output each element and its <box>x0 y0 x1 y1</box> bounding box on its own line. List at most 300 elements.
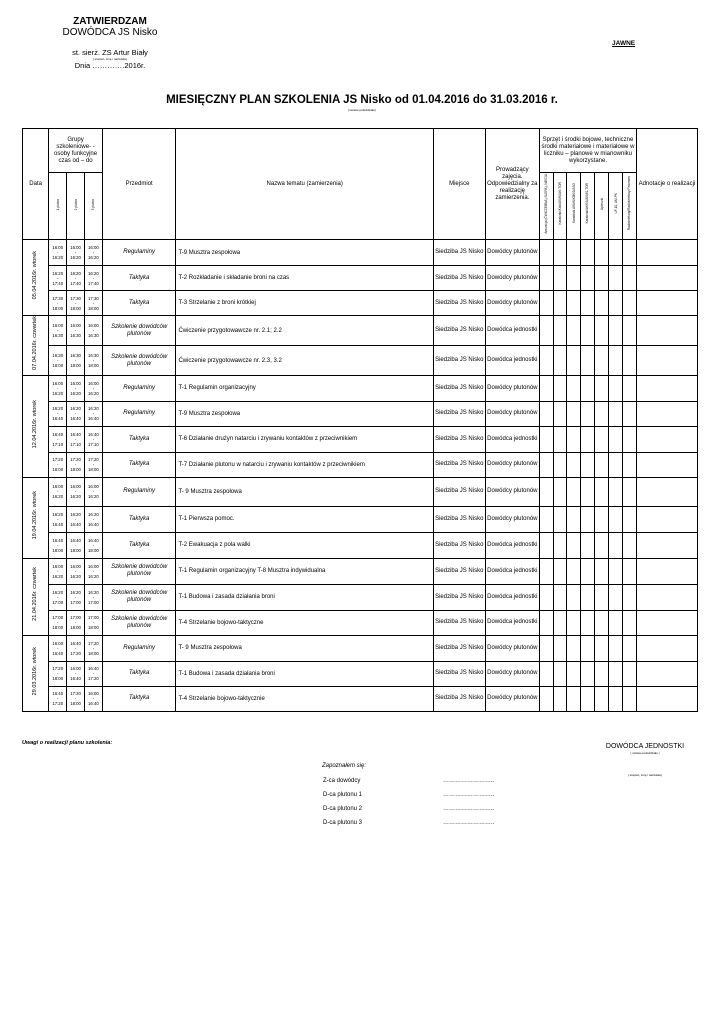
time-sep: - <box>92 250 95 255</box>
equipment-cell <box>553 584 567 610</box>
time-end: 16:40 <box>70 521 81 527</box>
time-sep: - <box>74 620 77 626</box>
time-start: 17:30 <box>70 295 81 301</box>
leader-cell: Dowódca jednostki <box>485 346 540 375</box>
signer-label: DOWÓDCA JEDNOSTKI <box>605 743 685 750</box>
equipment-header-label: Karabinki/AKKS/AKMS-TOR <box>585 183 590 224</box>
col-topic: Nazwa tematu (zamierzenia) <box>176 129 434 240</box>
time-cell <box>49 240 67 266</box>
col-groups: Grupy szkoleniowe- -osoby funkcyjne czas od – do <box>49 129 103 173</box>
time-end: 18:00 <box>52 625 64 631</box>
equipment-cell <box>581 291 595 316</box>
time-end: 18:00 <box>70 305 81 311</box>
group-header <box>67 173 85 240</box>
time-end: 17:00 <box>70 599 81 605</box>
time-sep: - <box>56 275 59 281</box>
time-sep: - <box>92 594 95 600</box>
equipment-cell <box>540 506 554 532</box>
equipment-cell <box>553 291 567 316</box>
time-end: 18:00 <box>52 305 64 311</box>
time-end: 17:40 <box>52 280 64 286</box>
equipment-cell <box>567 558 581 584</box>
time-end: 18:00 <box>88 547 99 553</box>
time-end: 16:20 <box>70 494 81 500</box>
equipment-header-label: UF-10, AM-PK <box>613 193 618 214</box>
topic-cell: T-1 Regulamin organizacyjny T-8 Musztra indywidualna <box>176 558 434 584</box>
table-row <box>23 401 698 426</box>
notes-cell <box>636 291 697 316</box>
time-cell <box>85 635 103 661</box>
time-cell <box>67 661 85 686</box>
equipment-cell <box>553 401 567 426</box>
time-cell <box>49 477 67 506</box>
time-end: 16:20 <box>70 255 81 260</box>
table-row <box>23 477 698 506</box>
time-sep: - <box>74 250 77 255</box>
equipment-cell <box>594 686 609 711</box>
equipment-cell <box>623 506 637 532</box>
time-start: 16:00 <box>52 484 64 490</box>
time-cell <box>85 240 103 266</box>
time-cell <box>49 291 67 316</box>
time-end: 18:00 <box>88 467 99 473</box>
equipment-cell <box>553 610 567 635</box>
time-start: 16:20 <box>52 589 64 595</box>
equipment-cell <box>553 661 567 686</box>
time-sep: - <box>56 696 59 702</box>
time-cell <box>67 401 85 426</box>
equipment-cell <box>581 266 595 291</box>
date-label: 21.04.2016r. czwartek <box>32 567 39 622</box>
time-start: 16:00 <box>52 563 64 569</box>
time-start: 16:40 <box>52 537 64 543</box>
leader-cell: Dowódcy plutonów <box>485 506 540 532</box>
equipment-cell <box>540 375 554 401</box>
time-end: 16:30 <box>52 333 64 339</box>
time-end: 18:00 <box>70 625 81 631</box>
topic-cell: T-4 Strzelanie bojowo-taktycznie <box>176 686 434 711</box>
equipment-cell <box>609 477 623 506</box>
time-start: 17:00 <box>52 615 64 621</box>
time-start: 16:40 <box>52 431 64 437</box>
time-end: 18:00 <box>88 650 99 656</box>
equipment-cell <box>594 452 609 477</box>
equipment-cell <box>540 452 554 477</box>
equipment-cell <box>594 584 609 610</box>
time-cell <box>85 532 103 558</box>
time-sep: - <box>74 696 77 702</box>
equipment-cell <box>581 477 595 506</box>
time-cell <box>85 558 103 584</box>
leader-cell: Dowódcy plutonów <box>485 375 540 401</box>
time-end: 17:10 <box>70 441 81 447</box>
equipment-cell <box>567 477 581 506</box>
time-end: 16:30 <box>88 333 99 339</box>
time-end: 16:40 <box>88 701 99 707</box>
equipment-cell <box>540 266 554 291</box>
equipment-cell <box>609 452 623 477</box>
time-end: 17:40 <box>88 280 99 286</box>
signer-name-note: ( stopień, imię i nazwisko) <box>627 773 663 777</box>
place-cell: Siedziba JS Nisko <box>434 661 486 686</box>
time-sep: - <box>56 645 59 651</box>
time-start: 17:20 <box>52 457 64 463</box>
leader-cell: Dowódcy plutonów <box>485 661 540 686</box>
time-start: 17:20 <box>70 691 81 697</box>
table-row <box>23 266 698 291</box>
date-label: 19.04.2016r. wtorek <box>32 491 39 540</box>
leader-cell: Dowódcy plutonów <box>485 635 540 661</box>
notes-cell <box>636 610 697 635</box>
subject-cell: Regulaminy <box>102 401 176 426</box>
time-cell <box>67 291 85 316</box>
equipment-cell <box>553 452 567 477</box>
time-sep: - <box>74 671 77 677</box>
time-cell <box>49 635 67 661</box>
equipment-cell <box>623 610 637 635</box>
signatory-role: D-ca plutonu 3 <box>323 820 363 826</box>
place-cell: Siedziba JS Nisko <box>434 375 486 401</box>
time-sep: - <box>56 671 59 677</box>
equipment-cell <box>594 401 609 426</box>
time-sep: - <box>56 358 59 364</box>
time-start: 16:30 <box>88 353 99 359</box>
equipment-cell <box>567 584 581 610</box>
topic-cell: T-9 Musztra zespołowa <box>176 401 434 426</box>
time-cell <box>49 686 67 711</box>
time-sep: - <box>56 436 59 442</box>
place-cell: Siedziba JS Nisko <box>434 240 486 266</box>
table-row <box>23 532 698 558</box>
time-cell <box>67 610 85 635</box>
time-cell <box>67 452 85 477</box>
time-end: 18:00 <box>52 363 64 369</box>
place-cell: Siedziba JS Nisko <box>434 477 486 506</box>
time-start: 16:40 <box>88 666 99 672</box>
time-end: 16:40 <box>52 416 64 422</box>
equipment-cell <box>567 661 581 686</box>
place-cell: Siedziba JS Nisko <box>434 686 486 711</box>
date-label: 12.04.2016r. wtorek <box>32 399 39 448</box>
time-sep: - <box>92 568 95 574</box>
time-start: 16:00 <box>88 691 99 697</box>
notes-cell <box>636 346 697 375</box>
time-cell <box>49 532 67 558</box>
signature-line: …………………….. <box>443 820 495 826</box>
topic-cell: T-6 Działanie drużyn natarciu i zrywaniu kontaktów z przeciwnikiem <box>176 426 434 452</box>
equipment-cell <box>581 558 595 584</box>
time-cell <box>49 506 67 532</box>
equipment-cell <box>594 240 609 266</box>
time-sep: - <box>92 300 95 306</box>
time-cell <box>49 661 67 686</box>
equipment-cell <box>567 532 581 558</box>
date-cell <box>23 477 49 558</box>
time-sep: - <box>92 411 95 417</box>
equipment-cell <box>567 686 581 711</box>
equipment-cell <box>594 532 609 558</box>
time-start: 16:00 <box>52 245 64 250</box>
group-header-label: 2 pluton <box>73 198 78 210</box>
time-sep: - <box>56 489 59 495</box>
notes-cell <box>636 375 697 401</box>
equipment-cell <box>623 240 637 266</box>
equipment-cell <box>553 426 567 452</box>
equipment-cell <box>581 661 595 686</box>
subject-cell: Szkolenie dowódców plutonów <box>102 316 176 346</box>
time-end: 18:00 <box>88 363 99 369</box>
equipment-cell <box>623 635 637 661</box>
time-start: 16:00 <box>70 666 81 672</box>
place-cell: Siedziba JS Nisko <box>434 426 486 452</box>
equipment-cell <box>581 610 595 635</box>
time-sep: - <box>92 436 95 442</box>
time-cell <box>85 316 103 346</box>
leader-cell: Dowódca jednostki <box>485 584 540 610</box>
time-end: 16:20 <box>88 494 99 500</box>
date-cell <box>23 635 49 711</box>
leader-cell: Dowódca jednostki <box>485 558 540 584</box>
time-sep: - <box>56 462 59 468</box>
time-sep: - <box>92 645 95 651</box>
leader-cell: Dowódcy plutonów <box>485 266 540 291</box>
equipment-cell <box>623 316 637 346</box>
time-cell <box>85 477 103 506</box>
col-subject: Przedmiot <box>102 129 176 240</box>
time-end: 16:20 <box>88 390 99 396</box>
equipment-cell <box>540 240 554 266</box>
equipment-cell <box>567 375 581 401</box>
equipment-cell <box>567 610 581 635</box>
equipment-cell <box>540 426 554 452</box>
time-cell <box>49 375 67 401</box>
time-start: 16:00 <box>52 380 64 386</box>
signatory-role: D-ca plutonu 2 <box>323 806 363 812</box>
time-sep: - <box>74 328 77 334</box>
table-row <box>23 635 698 661</box>
time-start: 16:20 <box>88 270 99 276</box>
table-row <box>23 426 698 452</box>
col-date: Data <box>23 129 49 240</box>
time-end: 17:10 <box>88 441 99 447</box>
equipment-cell <box>623 558 637 584</box>
time-cell <box>85 584 103 610</box>
time-start: 16:00 <box>88 323 99 329</box>
time-cell <box>67 240 85 266</box>
time-sep: - <box>56 542 59 548</box>
time-cell <box>85 661 103 686</box>
time-sep: - <box>56 516 59 522</box>
time-end: 18:00 <box>52 676 64 682</box>
equipment-cell <box>567 506 581 532</box>
equipment-cell <box>609 375 623 401</box>
time-start: 16:40 <box>52 691 64 697</box>
time-cell <box>67 532 85 558</box>
equipment-cell <box>553 346 567 375</box>
date-cell <box>23 316 49 376</box>
time-sep: - <box>74 516 77 522</box>
time-sep: - <box>74 358 77 364</box>
time-cell <box>67 316 85 346</box>
time-start: 16:20 <box>52 406 64 412</box>
time-start: 16:00 <box>52 323 64 329</box>
equipment-cell <box>540 532 554 558</box>
time-cell <box>67 635 85 661</box>
equipment-cell <box>594 661 609 686</box>
date-label: 05.04.2016r. wtorek <box>32 250 39 300</box>
classification-label: JAWNE <box>612 40 636 47</box>
place-cell: Siedziba JS Nisko <box>434 584 486 610</box>
table-row <box>23 291 698 316</box>
time-sep: - <box>74 568 77 574</box>
commander-label: DOWÓDCA JS Nisko <box>62 27 158 38</box>
equipment-cell <box>553 477 567 506</box>
table-row <box>23 558 698 584</box>
signatory-role: Z-ca dowódcy <box>323 778 361 784</box>
notes-cell <box>636 661 697 686</box>
time-start: 17:20 <box>88 640 99 646</box>
time-sep: - <box>56 328 59 334</box>
place-cell: Siedziba JS Nisko <box>434 291 486 316</box>
time-cell <box>49 558 67 584</box>
time-sep: - <box>92 671 95 677</box>
equipment-cell <box>581 346 595 375</box>
equipment-cell <box>594 346 609 375</box>
time-sep: - <box>74 436 77 442</box>
approver-name-note: ( stopień, imię i nazwisko) <box>92 57 128 61</box>
subject-cell: Taktyka <box>102 452 176 477</box>
time-start: 16:00 <box>70 323 81 329</box>
date-label: 29.03.2016r. wtorek <box>32 646 39 695</box>
col-place: Miejsce <box>434 129 486 240</box>
equipment-cell <box>609 610 623 635</box>
remarks-label: Uwagi o realizacji planu szkolenia: <box>22 740 113 746</box>
equipment-cell <box>553 532 567 558</box>
equipment-cell <box>594 558 609 584</box>
time-end: 16:40 <box>52 521 64 527</box>
col-equipment: Sprzęt i środki bojowe, techniczne środki materiałowe i materiałowe w liczniku – planowe w mianowniku wykorzystane. <box>540 129 637 173</box>
equipment-cell <box>540 346 554 375</box>
group-header-label: 1 pluton <box>55 198 60 210</box>
equipment-cell <box>609 426 623 452</box>
leader-cell: Dowódcy plutonów <box>485 452 540 477</box>
notes-cell <box>636 266 697 291</box>
time-cell <box>67 266 85 291</box>
time-start: 17:30 <box>88 295 99 301</box>
equipment-cell <box>609 532 623 558</box>
equipment-cell <box>623 532 637 558</box>
table-row <box>23 452 698 477</box>
equipment-cell <box>567 316 581 346</box>
acknowledged-label: Zapoznałem się: <box>322 763 367 769</box>
time-cell <box>85 686 103 711</box>
time-start: 16:40 <box>70 537 81 543</box>
time-sep: - <box>56 620 59 626</box>
equipment-cell <box>594 610 609 635</box>
group-header <box>85 173 103 240</box>
equipment-cell <box>567 266 581 291</box>
equipment-cell <box>567 426 581 452</box>
approval-label: ZATWIERDZAM <box>73 16 147 27</box>
time-end: 16:40 <box>70 416 81 422</box>
time-end: 17:00 <box>88 599 99 605</box>
equipment-cell <box>581 401 595 426</box>
time-sep: - <box>74 645 77 651</box>
equipment-cell <box>623 452 637 477</box>
time-sep: - <box>74 385 77 391</box>
time-sep: - <box>56 568 59 574</box>
equipment-header-label: Karabinki AKMS/KBKS/ASG <box>571 183 576 224</box>
notes-cell <box>636 686 697 711</box>
time-cell <box>85 610 103 635</box>
equipment-cell <box>540 584 554 610</box>
time-end: 18:00 <box>88 625 99 631</box>
notes-cell <box>636 452 697 477</box>
equipment-cell <box>609 240 623 266</box>
equipment-cell <box>623 426 637 452</box>
equipment-cell <box>581 584 595 610</box>
time-end: 16:40 <box>52 650 64 656</box>
subject-cell: Regulaminy <box>102 477 176 506</box>
equipment-cell <box>553 316 567 346</box>
date-label: 07.04.2016r. czwartek <box>32 316 39 370</box>
topic-cell: Ćwiczenie przygotowawcze nr. 2.3, 3.2 <box>176 346 434 375</box>
equipment-cell <box>540 558 554 584</box>
time-start: 16:20 <box>70 270 81 276</box>
subject-cell: Taktyka <box>102 686 176 711</box>
time-cell <box>49 584 67 610</box>
equipment-cell <box>553 635 567 661</box>
place-cell: Siedziba JS Nisko <box>434 532 486 558</box>
time-start: 16:20 <box>88 511 99 517</box>
leader-cell: Dowódcy plutonów <box>485 686 540 711</box>
time-start: 17:30 <box>52 295 64 301</box>
time-end: 17:40 <box>70 280 81 286</box>
leader-cell: Dowódcy plutonów <box>485 477 540 506</box>
topic-cell: T-2 Ewakuacja z pola walki <box>176 532 434 558</box>
time-sep: - <box>92 489 95 495</box>
subject-cell: Regulaminy <box>102 375 176 401</box>
time-start: 16:00 <box>70 245 81 250</box>
signature-line: …………………….. <box>443 792 495 798</box>
time-start: 16:20 <box>70 406 81 412</box>
equipment-cell <box>623 346 637 375</box>
time-end: 18:00 <box>70 467 81 473</box>
page-title-note: (nazwa pododdziału) <box>348 108 376 112</box>
time-sep: - <box>74 542 77 548</box>
signer-note: ( nazwa pododdziału ) <box>630 751 660 755</box>
place-cell: Siedziba JS Nisko <box>434 452 486 477</box>
time-start: 16:00 <box>70 484 81 490</box>
time-sep: - <box>56 300 59 306</box>
equipment-header <box>623 173 637 240</box>
topic-cell: T-9 Musztra zespołowa <box>176 240 434 266</box>
equipment-cell <box>623 584 637 610</box>
time-cell <box>85 375 103 401</box>
time-start: 16:30 <box>70 353 81 359</box>
time-start: 17:20 <box>52 666 64 672</box>
notes-cell <box>636 316 697 346</box>
subject-cell: Regulaminy <box>102 635 176 661</box>
equipment-cell <box>623 401 637 426</box>
time-cell <box>67 686 85 711</box>
group-header <box>49 173 67 240</box>
notes-cell <box>636 532 697 558</box>
date-cell <box>23 375 49 477</box>
equipment-cell <box>581 240 595 266</box>
topic-cell: T-1 Budowa i zasada działania broni <box>176 661 434 686</box>
time-cell <box>49 266 67 291</box>
